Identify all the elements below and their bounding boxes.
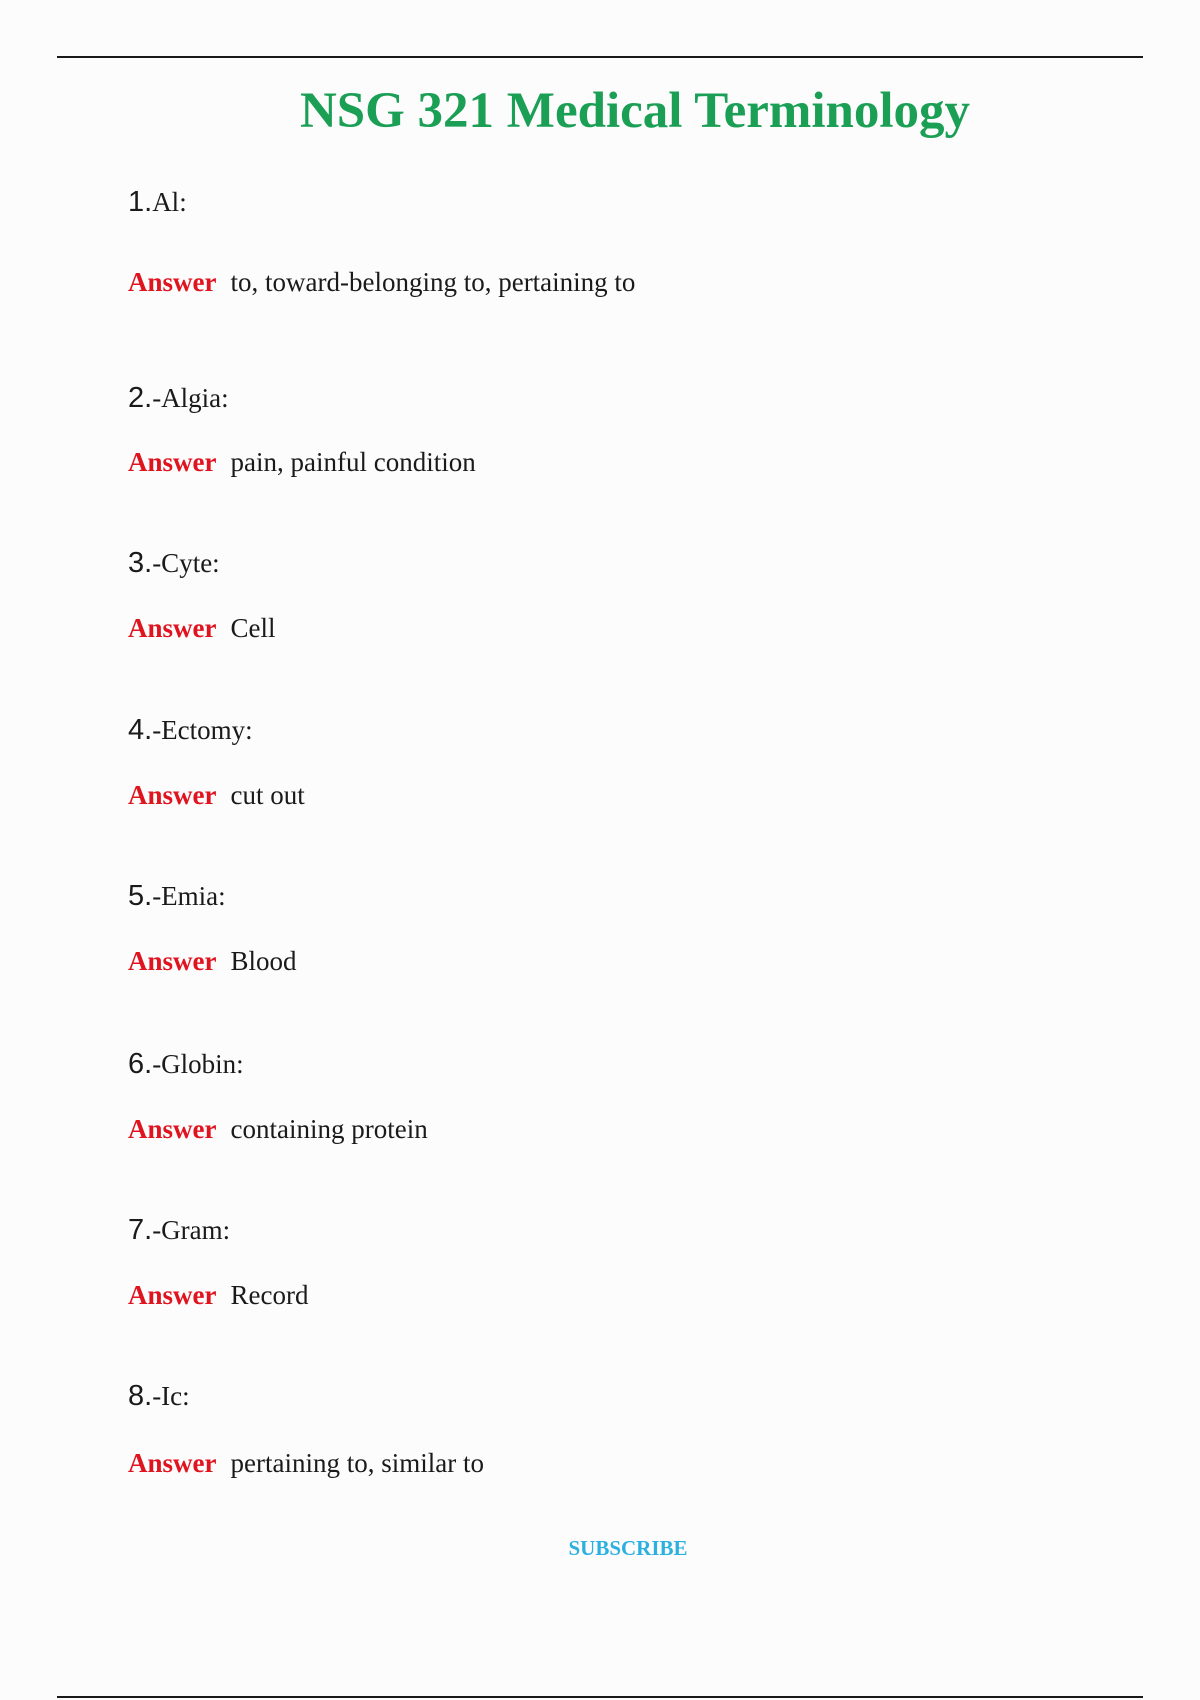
question-number: 8. — [128, 1380, 153, 1412]
question-number: 2. — [128, 382, 153, 414]
question-term: -Ic: — [152, 1381, 190, 1411]
question — [128, 1378, 190, 1419]
answer-text: to, toward-belonging to, pertaining to — [230, 267, 636, 297]
subscribe-link[interactable]: SUBSCRIBE — [568, 1536, 688, 1560]
question-number: 3. — [128, 547, 153, 579]
question — [128, 878, 226, 919]
question — [128, 1046, 244, 1087]
bottom-rule — [57, 1696, 1143, 1698]
answer-label: Answer — [128, 1114, 217, 1144]
question — [128, 184, 187, 225]
answer-text: Cell — [230, 613, 276, 643]
question-term: -Algia: — [152, 383, 229, 413]
answer-text: containing protein — [230, 1114, 428, 1144]
answer-label: Answer — [128, 447, 217, 477]
question-term: -Globin: — [152, 1049, 244, 1079]
answer — [128, 943, 297, 979]
question-number: 7. — [128, 1214, 153, 1246]
answer — [128, 1277, 308, 1313]
answer — [128, 1111, 428, 1147]
answer — [128, 610, 276, 646]
question — [128, 545, 220, 586]
answer — [128, 1445, 484, 1481]
question-number: 6. — [128, 1048, 153, 1080]
top-rule — [57, 56, 1143, 58]
question — [128, 1212, 230, 1253]
answer-label: Answer — [128, 267, 217, 297]
answer-label: Answer — [128, 1280, 217, 1310]
question-number: 4. — [128, 714, 153, 746]
answer-label: Answer — [128, 946, 217, 976]
answer-text: Blood — [230, 946, 297, 976]
question-term: Al: — [152, 187, 187, 217]
question-term: -Cyte: — [152, 548, 220, 578]
question-number: 1. — [128, 186, 153, 218]
answer-text: pain, painful condition — [230, 447, 476, 477]
answer — [128, 777, 305, 813]
answer-label: Answer — [128, 780, 217, 810]
question — [128, 712, 253, 753]
answer-text: pertaining to, similar to — [230, 1448, 484, 1478]
question-number: 5. — [128, 880, 153, 912]
question-term: -Ectomy: — [152, 715, 253, 745]
answer-label: Answer — [128, 1448, 217, 1478]
answer — [128, 264, 635, 300]
answer — [128, 444, 476, 480]
question-term: -Gram: — [152, 1215, 231, 1245]
answer-label: Answer — [128, 613, 217, 643]
answer-text: cut out — [230, 780, 305, 810]
question — [128, 380, 229, 421]
answer-text: Record — [230, 1280, 309, 1310]
document-title: NSG 321 Medical Terminology — [299, 83, 971, 139]
question-term: -Emia: — [152, 881, 226, 911]
